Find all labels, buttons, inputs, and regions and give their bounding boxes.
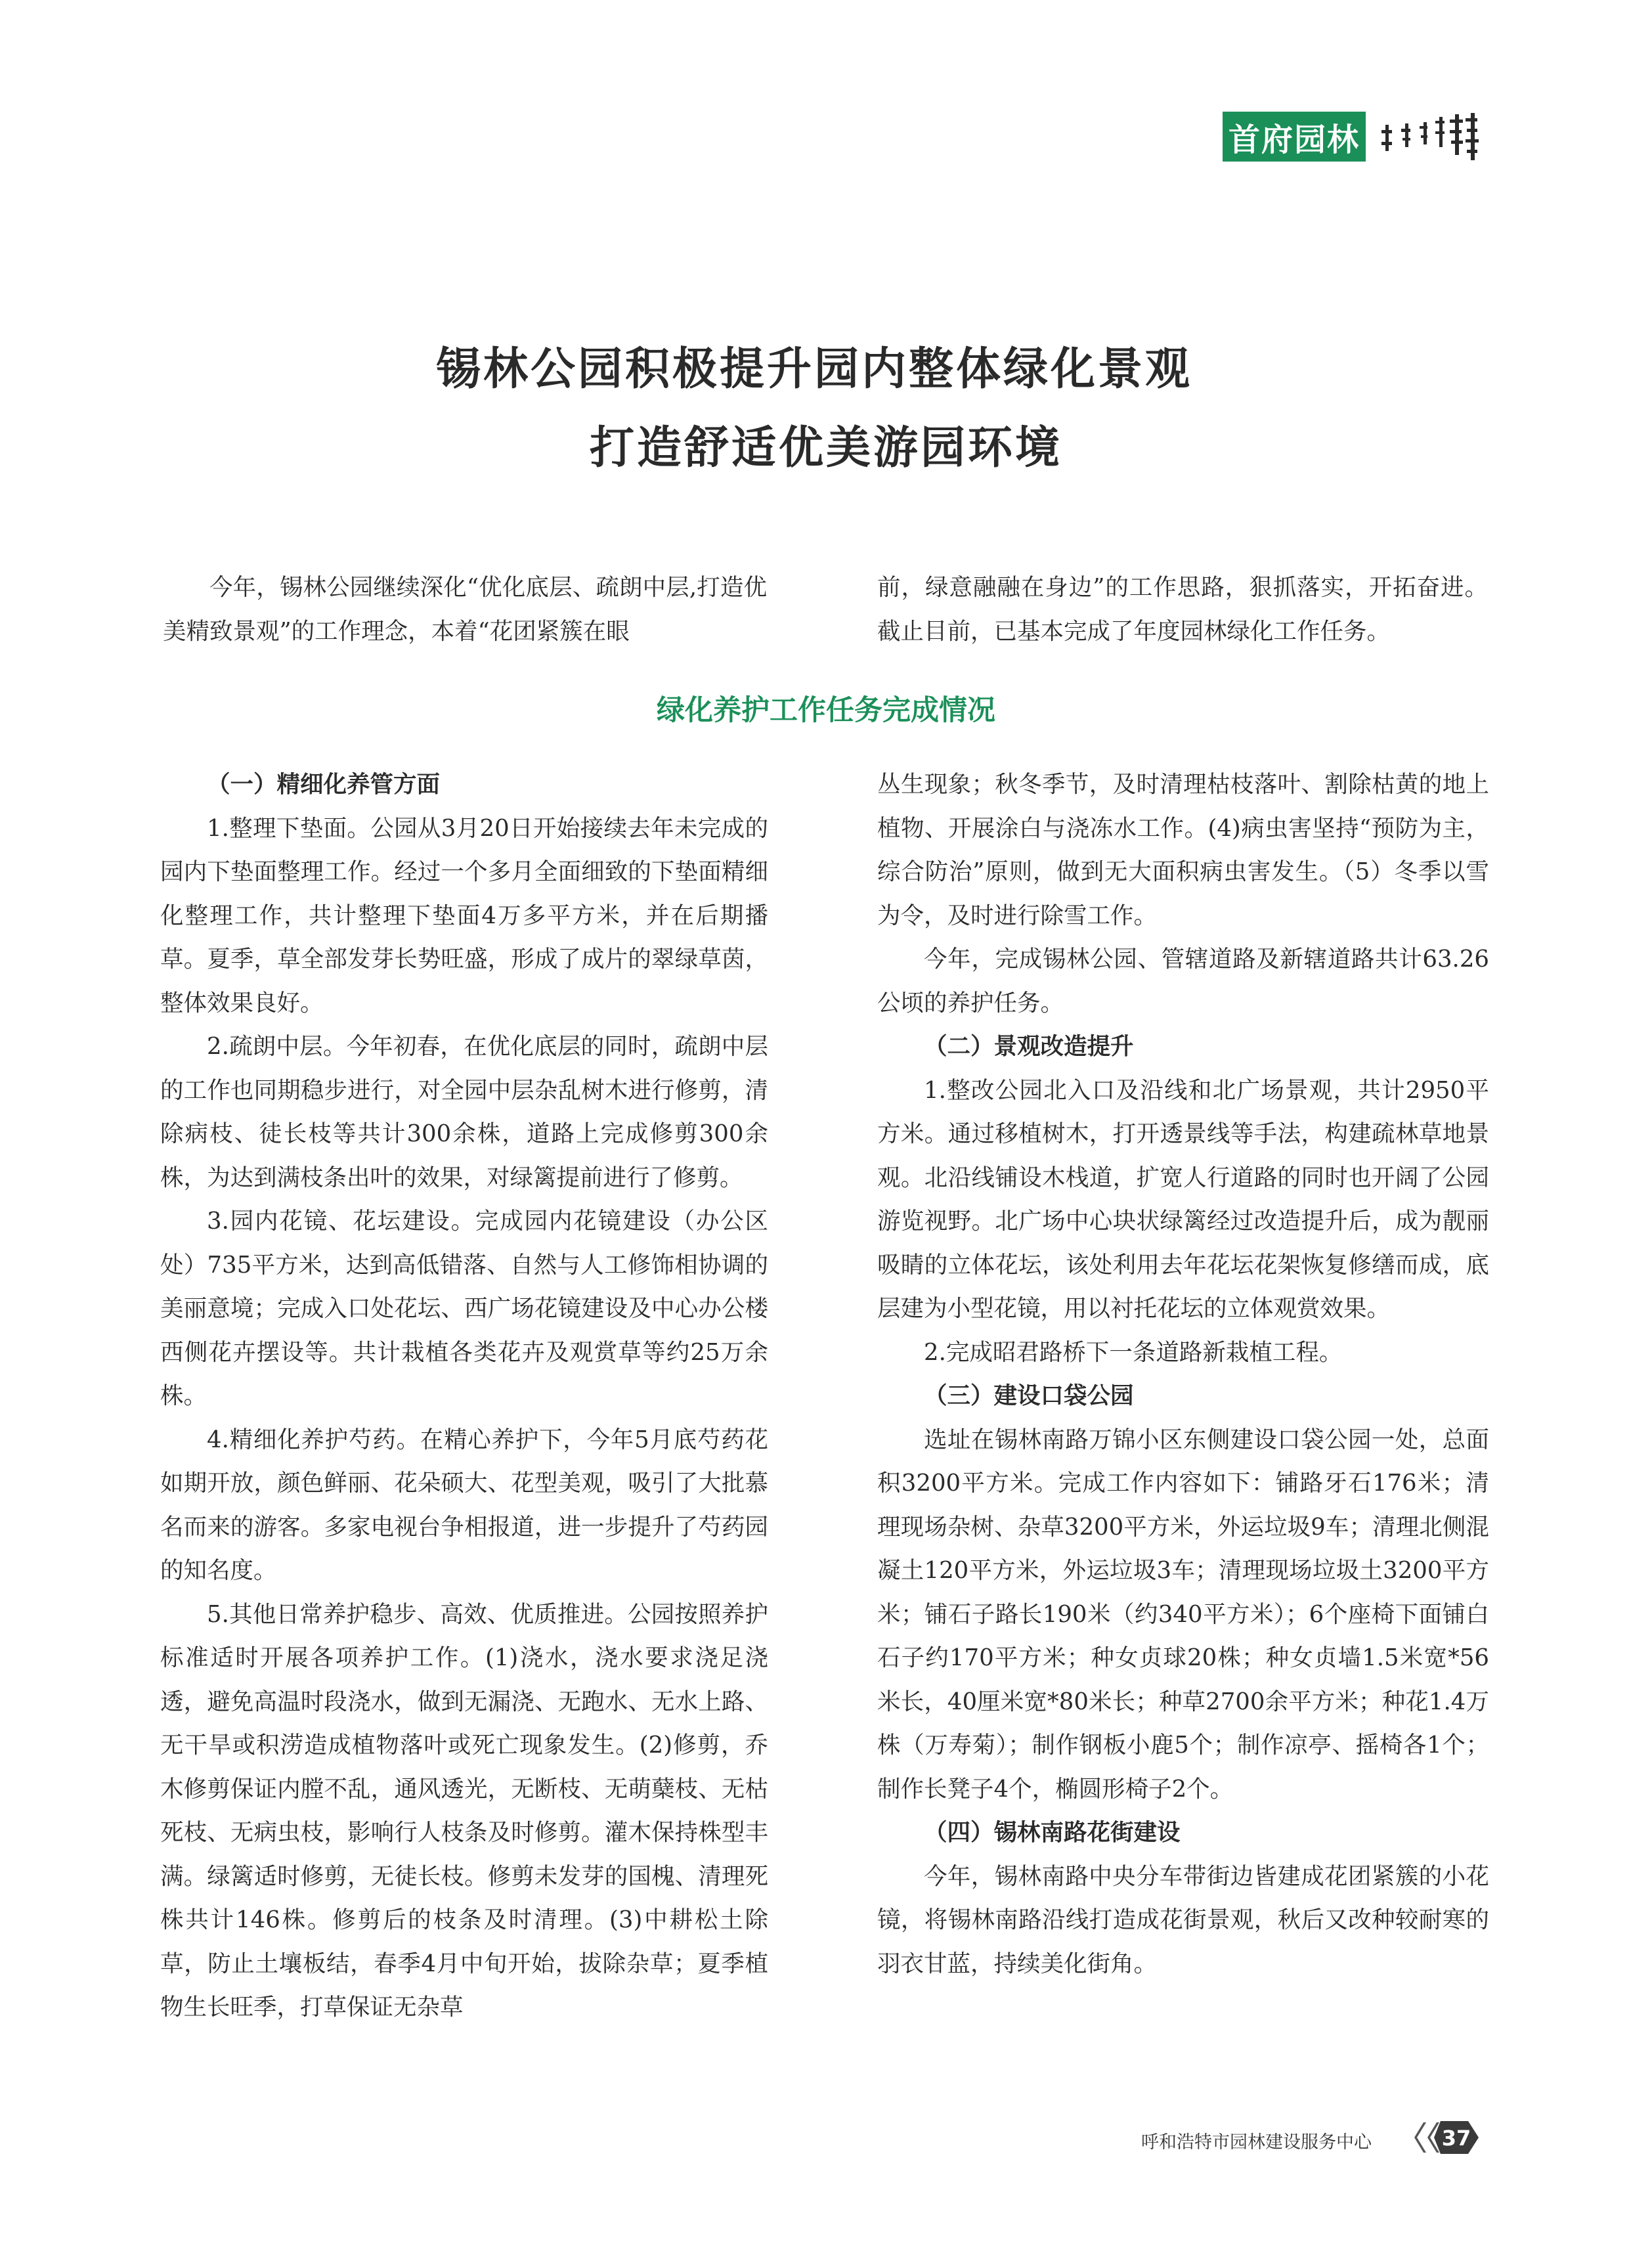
- footer-organization: 呼和浩特市园林建设服务中心: [1141, 2132, 1372, 2153]
- subheading-2: （二）景观改造提升: [924, 1033, 1134, 1060]
- paragraph: 3.园内花镜、花坛建设。完成园内花镜建设（办公区处）735平方米，达到高低错落、自然与人工修饰相协调的美丽意境；完成入口处花坛、西广场花镜建设及中心办公楼西侧花卉摆设等。共计栽植各类花卉及观赏草等约25万余株。: [160, 1208, 768, 1409]
- article-title-line1: 锡林公园积极提升园内整体绿化景观: [435, 343, 1192, 395]
- intro-paragraph-right: 前，绿意融融在身边”的工作思路，狠抓落实，开拓奋进。截止目前，已基本完成了年度园林绿化工作任务。: [877, 574, 1488, 645]
- subheading-1: （一）精细化养管方面: [207, 771, 441, 798]
- paragraph: 5.其他日常养护稳步、高效、优质推进。公园按照养护标准适时开展各项养护工作。(1)浇水，浇水要求浇足浇透，避免高温时段浇水，做到无漏浇、无跑水、无水上路、无干旱或积涝造成植物落叶或死亡现象发生。(2)修剪，乔木修剪保证内膛不乱，通风透光，无断枝、无萌蘖枝、无枯死枝、无病虫枝，影响行人枝条及时修剪。灌木保持株型丰满。绿篱适时修剪，无徒长枝。修剪未发芽的国槐、清理死株共计146株。修剪后的枝条及时清理。(3)中耕松土除草，防止土壤板结，春季4月中旬开始，拔除杂草；夏季植物生长旺季，打草保证无杂草: [160, 1600, 768, 2021]
- paragraph: 今年，完成锡林公园、管辖道路及新辖道路共计63.26公顷的养护任务。: [877, 946, 1489, 1017]
- right-column: [877, 763, 1489, 1986]
- paragraph: 2.完成昭君路桥下一条道路新栽植工程。: [924, 1338, 1343, 1366]
- intro-paragraph-left: 今年，锡林公园继续深化“优化底层、疏朗中层,打造优美精致景观”的工作理念，本着“花团紧簇在眼: [163, 574, 767, 645]
- page-number-badge: [1410, 2117, 1483, 2158]
- subheading-4: （四）锡林南路花街建设: [924, 1819, 1181, 1846]
- paragraph: 1.整改公园北入口及沿线和北广场景观，共计2950平方米。通过移植树木，打开透景线等手法，构建疏林草地景观。北沿线铺设木栈道，扩宽人行道路的同时也开阔了公园游览视野。北广场中心块状绿篱经过改造提升后，成为靓丽吸睛的立体花坛，该处利用去年花坛花架恢复修缮而成，底层建为小型花镜，用以衬托花坛的立体观赏效果。: [877, 1076, 1489, 1322]
- section-badge: 首府园林: [1223, 112, 1366, 162]
- page-number: 37: [1441, 2126, 1471, 2151]
- intro-left: [163, 566, 767, 653]
- paragraph: 2.疏朗中层。今年初春，在优化底层的同时，疏朗中层的工作也同期稳步进行，对全园中层杂乱树木进行修剪，清除病枝、徒长枝等共计300余株，道路上完成修剪300余株，为达到满枝条出叶的效果，对绿篱提前进行了修剪。: [160, 1033, 768, 1191]
- mongolian-script-icon: [1376, 110, 1487, 165]
- paragraph: 4.精细化养护芍药。在精心养护下，今年5月底芍药花如期开放，颜色鲜丽、花朵硕大、花型美观，吸引了大批慕名而来的游客。多家电视台争相报道，进一步提升了芍药园的知名度。: [160, 1426, 768, 1584]
- paragraph: 今年，锡林南路中央分车带街边皆建成花团紧簇的小花镜，将锡林南路沿线打造成花街景观，秋后又改种较耐寒的羽衣甘蓝，持续美化街角。: [877, 1862, 1489, 1977]
- intro-right: [877, 566, 1488, 653]
- section-title: 绿化养护工作任务完成情况: [657, 694, 995, 727]
- subheading-3: （三）建设口袋公园: [924, 1382, 1134, 1409]
- paragraph: 1.整理下垫面。公园从3月20日开始接续去年未完成的园内下垫面整理工作。经过一个多月全面细致的下垫面精细化整理工作，共计整理下垫面4万多平方米，并在后期播草。夏季，草全部发芽长势旺盛，形成了成片的翠绿草茵，整体效果良好。: [160, 814, 768, 1017]
- paragraph: 选址在锡林南路万锦小区东侧建设口袋公园一处，总面积3200平方米。完成工作内容如下：铺路牙石176米；清理现场杂树、杂草3200平方米，外运垃圾9车；清理北侧混凝土120平方米，外运垃圾3车；清理现场垃圾土3200平方米；铺石子路长190米（约340平方米）；6个座椅下面铺白石子约170平方米；种女贞球20株；种女贞墙1.5米宽*56米长，40厘米宽*80米长；种草2700余平方米；种花1.4万株（万寿菊）；制作钢板小鹿5个；制作凉亭、摇椅各1个；制作长凳子4个，椭圆形椅子2个。: [877, 1426, 1489, 1803]
- left-column: [160, 763, 768, 2030]
- article-title-line2: 打造舒适优美游园环境: [589, 422, 1062, 474]
- paragraph-continued: 丛生现象；秋冬季节，及时清理枯枝落叶、割除枯黄的地上植物、开展涂白与浇冻水工作。(4)病虫害坚持“预防为主，综合防治”原则，做到无大面积病虫害发生。（5）冬季以雪为令，及时进行除雪工作。: [877, 771, 1489, 929]
